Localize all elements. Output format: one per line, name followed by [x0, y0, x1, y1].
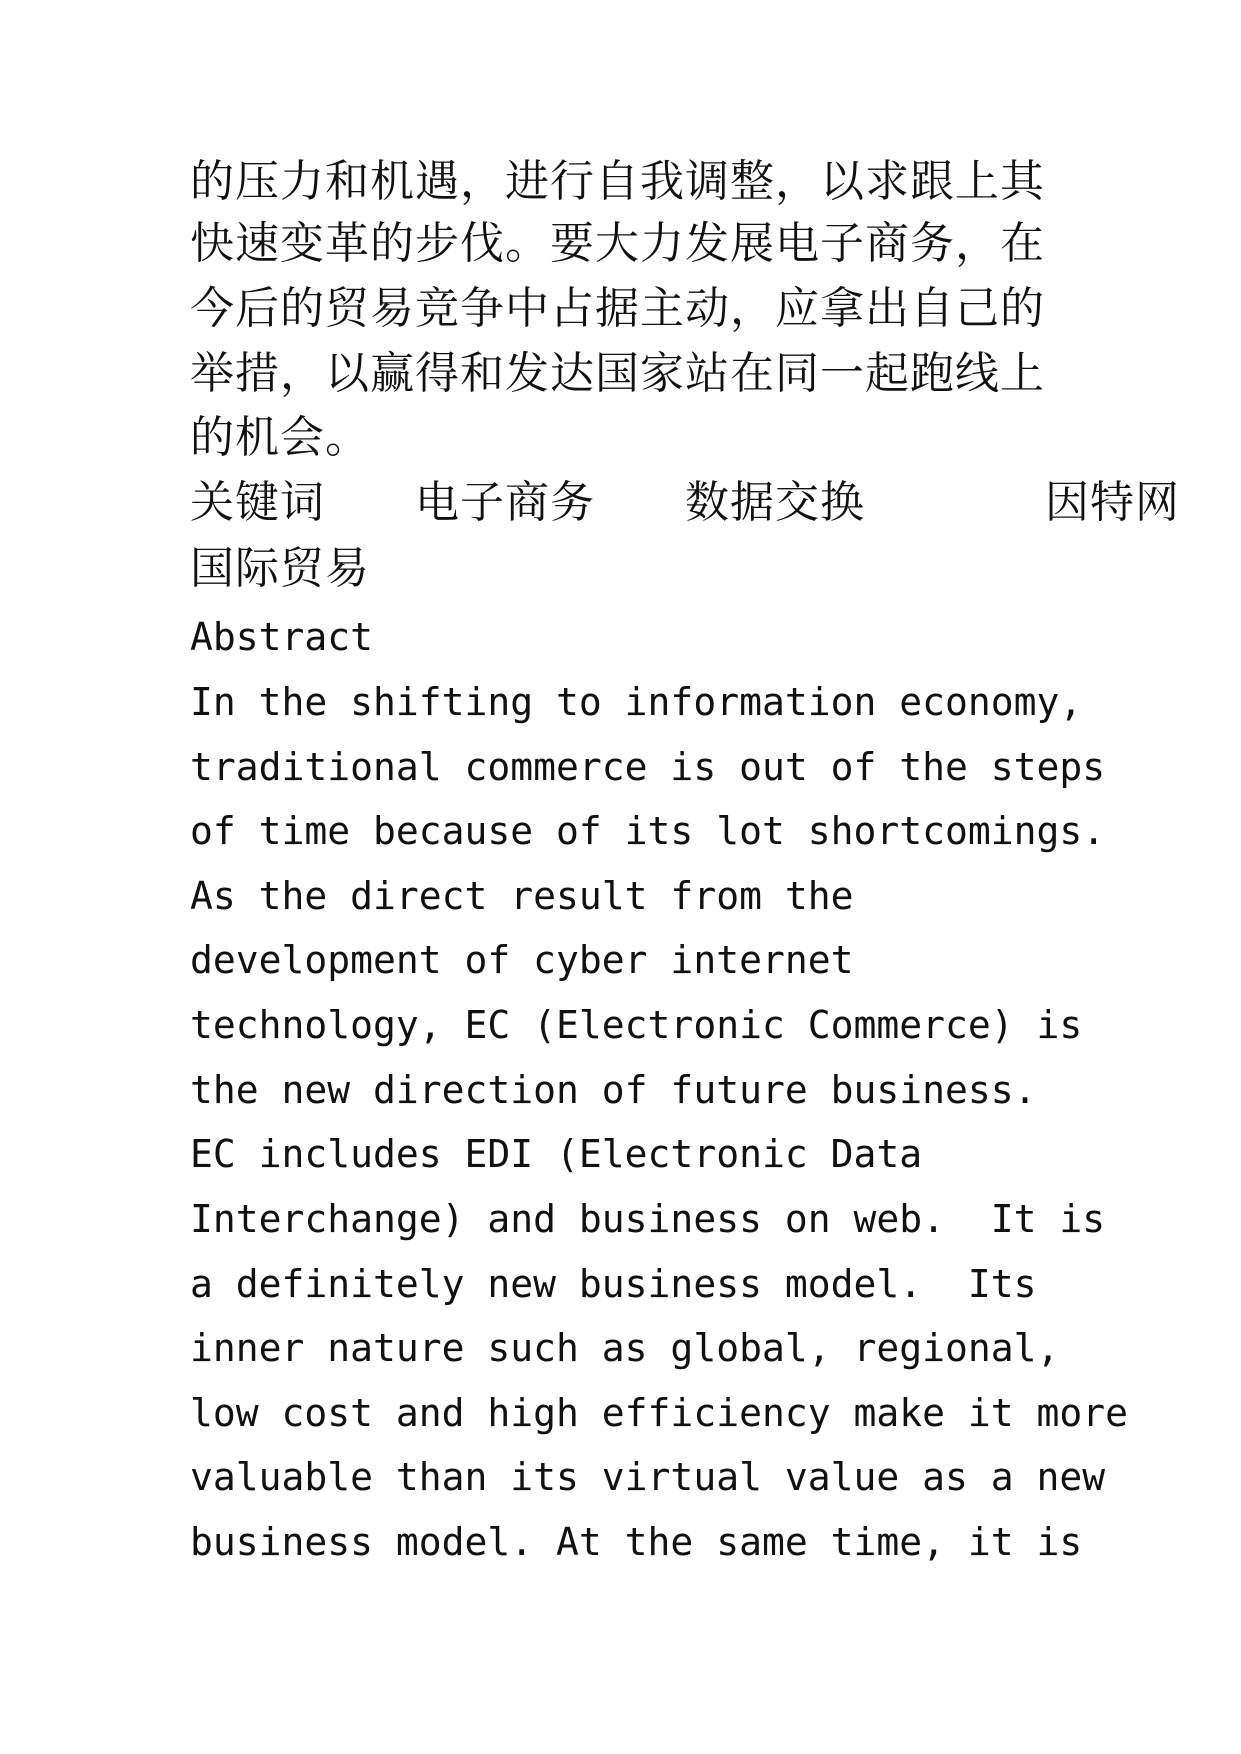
keywords-line: 国际贸易: [190, 543, 370, 594]
abstract-text-line: EC includes EDI (Electronic Data: [190, 1132, 923, 1176]
abstract-text-line: In the shifting to information economy,: [190, 680, 1083, 724]
abstract-text-line: the new direction of future business.: [190, 1068, 1037, 1112]
chinese-text-line: 的压力和机遇，进行自我调整，以求跟上其: [190, 156, 1045, 207]
abstract-text-line: Interchange) and business on web. It is: [190, 1197, 1106, 1241]
chinese-text-line: 今后的贸易竞争中占据主动，应拿出自己的: [190, 283, 1045, 334]
abstract-text-line: technology, EC (Electronic Commerce) is: [190, 1003, 1083, 1047]
abstract-text-line: a definitely new business model. Its: [190, 1262, 1037, 1306]
abstract-text-line: inner nature such as global, regional,: [190, 1326, 1060, 1370]
abstract-text-line: low cost and high efficiency make it more: [190, 1391, 1128, 1435]
chinese-text-line: 快速变革的步伐。要大力发展电子商务，在: [190, 218, 1045, 269]
abstract-heading: Abstract: [190, 615, 374, 659]
abstract-text-line: As the direct result from the: [190, 874, 854, 918]
chinese-text-line: 的机会。: [190, 412, 370, 463]
chinese-text-line: 举措，以赢得和发达国家站在同一起跑线上: [190, 348, 1045, 399]
abstract-text-line: development of cyber internet: [190, 938, 854, 982]
keywords-line: 关键词 电子商务 数据交换 因特网: [190, 477, 1180, 528]
abstract-text-line: traditional commerce is out of the steps: [190, 745, 1106, 789]
abstract-text-line: of time because of its lot shortcomings.: [190, 809, 1106, 853]
abstract-text-line: business model. At the same time, it is: [190, 1520, 1083, 1564]
abstract-text-line: valuable than its virtual value as a new: [190, 1455, 1106, 1499]
